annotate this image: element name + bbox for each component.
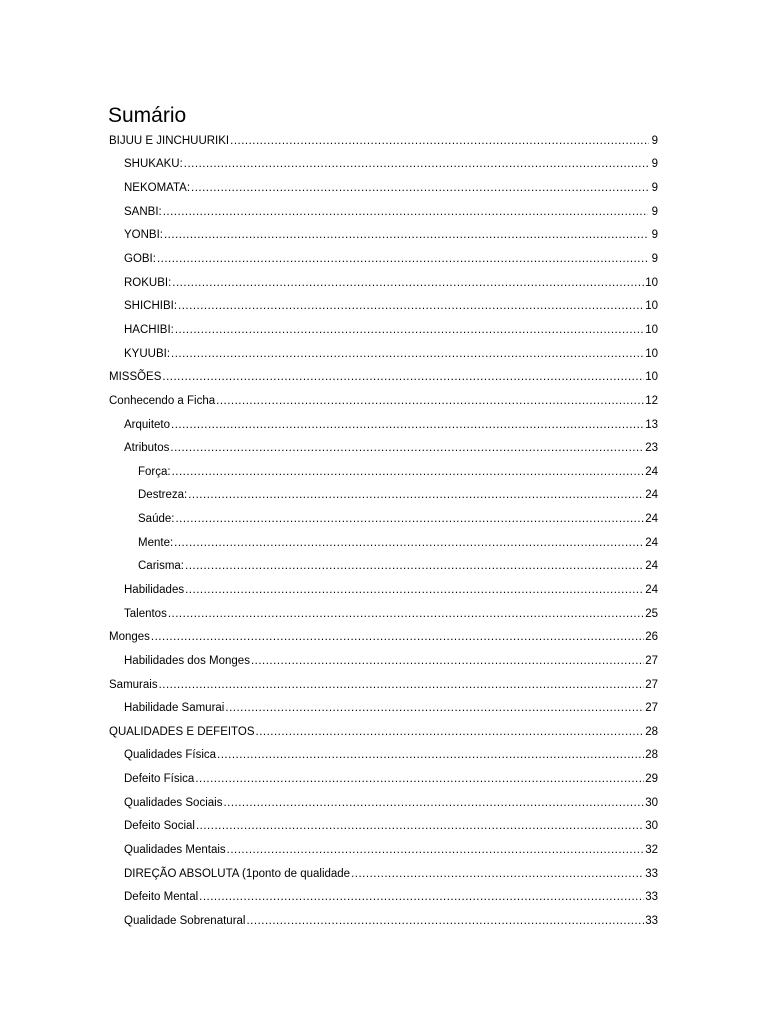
- toc-entry[interactable]: [0, 555, 768, 579]
- toc-dot-leader: [216, 394, 644, 408]
- toc-dot-leader: [225, 701, 644, 715]
- toc-page-number: 10: [645, 371, 658, 384]
- table-of-contents: [0, 129, 768, 933]
- toc-entry-title: Habilidade Samurai: [124, 702, 225, 715]
- toc-entry-title: Samurais: [109, 678, 158, 691]
- toc-dot-leader: [162, 370, 644, 384]
- toc-entry-title: Saúde:: [138, 513, 175, 526]
- toc-entry-title: Qualidade Sobrenatural: [124, 914, 246, 927]
- toc-entry-title: MISSÕES: [109, 371, 162, 384]
- toc-entry-title: Mente:: [138, 536, 174, 549]
- toc-page-number: 33: [645, 891, 658, 904]
- toc-entry[interactable]: [0, 129, 768, 153]
- toc-page-number: 10: [645, 323, 658, 336]
- toc-page-number: 10: [645, 300, 658, 313]
- toc-entry-title: Atributos: [124, 442, 170, 455]
- toc-page-number: 10: [645, 347, 658, 360]
- toc-entry[interactable]: [0, 720, 768, 744]
- toc-entry-title: Arquiteto: [124, 418, 171, 431]
- toc-dot-leader: [251, 654, 644, 668]
- toc-entry[interactable]: [0, 436, 768, 460]
- toc-page-number: 25: [645, 607, 658, 620]
- toc-dot-leader: [184, 157, 648, 171]
- toc-entry[interactable]: [0, 413, 768, 437]
- toc-entry-title: Habilidades: [124, 583, 185, 596]
- toc-entry-title: GOBI:: [124, 253, 156, 266]
- toc-entry-title: YONBI:: [124, 229, 163, 242]
- toc-dot-leader: [170, 441, 644, 455]
- toc-entry[interactable]: [0, 271, 768, 295]
- toc-entry[interactable]: [0, 318, 768, 342]
- toc-entry[interactable]: [0, 767, 768, 791]
- toc-entry-title: Talentos: [124, 607, 167, 620]
- toc-page-number: 28: [645, 749, 658, 762]
- toc-page-number: 10: [645, 276, 658, 289]
- toc-entry-title: Qualidades Sociais: [124, 796, 223, 809]
- toc-entry-title: Qualidades Física: [124, 749, 217, 762]
- toc-dot-leader: [157, 252, 648, 266]
- toc-entry-title: QUALIDADES E DEFEITOS: [109, 725, 255, 738]
- toc-entry-title: SHICHIBI:: [124, 300, 178, 313]
- toc-entry[interactable]: [0, 673, 768, 697]
- toc-entry[interactable]: [0, 200, 768, 224]
- toc-dot-leader: [172, 276, 644, 290]
- toc-dot-leader: [195, 772, 644, 786]
- toc-page-number: 9: [651, 253, 658, 266]
- toc-entry[interactable]: [0, 886, 768, 910]
- toc-page-number: 30: [645, 796, 658, 809]
- toc-page-number: 33: [645, 867, 658, 880]
- toc-dot-leader: [171, 347, 644, 361]
- toc-entry[interactable]: [0, 342, 768, 366]
- toc-entry-title: ROKUBI:: [124, 276, 172, 289]
- toc-page-number: 29: [645, 773, 658, 786]
- toc-entry-title: Destreza:: [138, 489, 188, 502]
- toc-page-number: 27: [645, 702, 658, 715]
- toc-entry[interactable]: [0, 744, 768, 768]
- toc-dot-leader: [230, 134, 649, 148]
- toc-dot-leader: [227, 843, 645, 857]
- toc-entry[interactable]: [0, 578, 768, 602]
- toc-entry-title: Conhecendo a Ficha: [109, 394, 216, 407]
- toc-page-number: 9: [651, 205, 658, 218]
- toc-entry[interactable]: [0, 507, 768, 531]
- toc-entry-title: Qualidades Mentais: [124, 844, 226, 857]
- toc-page-number: 24: [645, 513, 658, 526]
- toc-dot-leader: [159, 678, 645, 692]
- toc-page-number: 24: [645, 489, 658, 502]
- toc-page-number: 24: [645, 560, 658, 573]
- toc-page-number: 28: [645, 725, 658, 738]
- toc-entry-title: Defeito Física: [124, 773, 195, 786]
- toc-entry-title: Defeito Social: [124, 820, 195, 833]
- toc-dot-leader: [199, 890, 644, 904]
- toc-entry[interactable]: [0, 224, 768, 248]
- toc-entry[interactable]: [0, 909, 768, 933]
- toc-page-number: 9: [651, 134, 658, 147]
- toc-page-number: 9: [651, 182, 658, 195]
- toc-entry[interactable]: [0, 460, 768, 484]
- toc-entry-title: SANBI:: [124, 205, 162, 218]
- toc-entry-title: KYUUBI:: [124, 347, 171, 360]
- toc-page-number: 24: [645, 583, 658, 596]
- toc-page-number: 24: [645, 465, 658, 478]
- toc-dot-leader: [175, 512, 644, 526]
- toc-entry-title: Defeito Mental: [124, 891, 199, 904]
- toc-page-number: 9: [651, 158, 658, 171]
- toc-page-number: 27: [645, 654, 658, 667]
- toc-dot-leader: [256, 725, 645, 739]
- toc-dot-leader: [151, 630, 644, 644]
- toc-dot-leader: [164, 228, 648, 242]
- toc-page-number: 24: [645, 536, 658, 549]
- toc-entry[interactable]: [0, 862, 768, 886]
- toc-dot-leader: [188, 488, 644, 502]
- toc-entry[interactable]: [0, 531, 768, 555]
- toc-entry[interactable]: [0, 791, 768, 815]
- toc-entry-title: DIREÇÃO ABSOLUTA (1ponto de qualidade: [124, 867, 351, 880]
- toc-entry[interactable]: [0, 365, 768, 389]
- toc-page-number: 32: [645, 844, 658, 857]
- toc-entry[interactable]: [0, 625, 768, 649]
- toc-entry[interactable]: [0, 176, 768, 200]
- toc-dot-leader: [175, 323, 644, 337]
- toc-dot-leader: [351, 867, 644, 881]
- toc-dot-leader: [171, 418, 644, 432]
- toc-entry-title: SHUKAKU:: [124, 158, 183, 171]
- toc-dot-leader: [217, 748, 644, 762]
- toc-entry-title: Carisma:: [138, 560, 185, 573]
- toc-entry[interactable]: [0, 294, 768, 318]
- toc-entry[interactable]: [0, 838, 768, 862]
- toc-dot-leader: [178, 299, 644, 313]
- toc-page-number: 13: [645, 418, 658, 431]
- toc-title: Sumário: [108, 104, 187, 127]
- toc-entry-title: HACHIBI:: [124, 323, 174, 336]
- toc-dot-leader: [223, 796, 644, 810]
- toc-dot-leader: [246, 914, 644, 928]
- toc-dot-leader: [174, 536, 644, 550]
- toc-entry[interactable]: [0, 153, 768, 177]
- toc-entry[interactable]: [0, 649, 768, 673]
- toc-entry[interactable]: [0, 602, 768, 626]
- toc-entry-title: NEKOMATA:: [124, 182, 191, 195]
- toc-entry[interactable]: [0, 696, 768, 720]
- toc-page-number: 23: [645, 442, 658, 455]
- toc-entry-title: Monges: [109, 631, 150, 644]
- toc-dot-leader: [185, 583, 644, 597]
- toc-entry[interactable]: [0, 247, 768, 271]
- toc-page-number: 33: [645, 914, 658, 927]
- toc-entry[interactable]: [0, 389, 768, 413]
- toc-page-number: 12: [645, 394, 658, 407]
- toc-entry-title: Força:: [138, 465, 171, 478]
- toc-entry[interactable]: [0, 815, 768, 839]
- toc-dot-leader: [168, 607, 644, 621]
- toc-dot-leader: [191, 181, 648, 195]
- toc-entry-title: BIJUU E JINCHUURIKI: [109, 134, 230, 147]
- toc-dot-leader: [163, 205, 648, 219]
- toc-page-number: 9: [651, 229, 658, 242]
- toc-page-number: 27: [645, 678, 658, 691]
- toc-entry[interactable]: [0, 484, 768, 508]
- toc-entry-title: Habilidades dos Monges: [124, 654, 250, 667]
- toc-dot-leader: [185, 559, 644, 573]
- toc-dot-leader: [196, 819, 644, 833]
- toc-page-number: 26: [645, 631, 658, 644]
- toc-page-number: 30: [645, 820, 658, 833]
- toc-dot-leader: [172, 465, 645, 479]
